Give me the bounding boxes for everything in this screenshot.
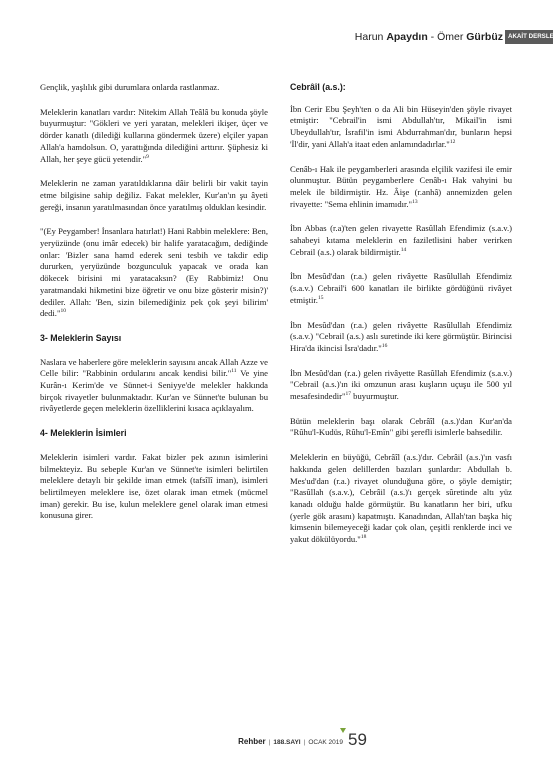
footnote-ref: 13 [412, 198, 418, 205]
footnote-ref: 17 [345, 391, 352, 398]
author-separator: - [427, 31, 438, 43]
footnote-ref: 12 [449, 138, 456, 145]
footnote-ref: 14 [400, 246, 407, 253]
paragraph: İbn Cerir Ebu Şeyh'ten o da Ali bin Hüseyin'den şöyle rivayet etmiştir: "Cebrail'in ismi Abdullah'tır, Mikail'in ismi Ubeydullah'tır, İsrafil'in ismi Abdurrahman'dır, bunların hepsi 'İl'dir, yani Allah'a itaat eden anlamındadırlar."$^{12}$ [290, 103, 512, 149]
magazine-brand: Rehber [238, 737, 266, 746]
paragraph: Bütün meleklerin başı olarak Cebrâîl (a.s.)'dan Kur'an'da "Rûhu'l-Kudüs, Rûhu'l-Emîn" gibi şerefli isimlerle bahsedilir. [290, 415, 512, 438]
footnote-ref: 9 [146, 153, 149, 160]
right-column [290, 82, 512, 559]
header-authors [355, 30, 503, 44]
paragraph: Meleklerin kanatları vardır: Nitekim Allah Teâlâ bu konuda şöyle buyurmuştur: "Gökleri ve yeri yaratan, melekleri ikişer, üçer ve dörder kanatlı (dilediği kullarına göndermek üzere) elçiler yapan Allah'a hamdolsun. O, yarattığında dilediğini arttırır. Şüphesiz ki Allah, her şeye gücü yetendir."$^9$ [40, 106, 268, 164]
section-heading: 3- Meleklerin Sayısı [40, 332, 122, 343]
footnote-ref: 18 [360, 534, 367, 541]
paragraph: Meleklerin ne zaman yaratıldıklarına dâir belirli bir vakit tayin etme bilgisine sahip değiliz. Fakat melekler, Kur'an'ın şu âyeti gereği, insanın yaratılmasından önce yaratılmış olduklan kesindir. [40, 178, 268, 212]
issue-date: OCAK 2019 [308, 739, 343, 746]
footnote-ref: 16 [381, 343, 388, 350]
section-heading: 4- Meleklerin İsimleri [40, 428, 127, 439]
paragraph: Meleklerin en büyüğü, Cebrâîl (a.s.)'dır. Cebrâil (a.s.)'ın vasfı hakkında gelen delillerden bazıları şunlardır: Abdullah b. Mes'ud'dan (r.a.) rivayet olunduğuna göre, o şöyle demiştir; "Rasûllah (s.a.v.), Cebrâil (a.s.)'ı gerçek sûretinde altı yüz kanadı olduğu halde görmüştür. Bu kanatların her biri, ufku (yerle gök arasını) kapatmıştı. Kanadından, Allah'tan başka hiç kimsenin bilemeyeceği kadar çok olan, çeşitli renklerde inci ve yakut dökülüyordu."$^{18}$ [290, 452, 512, 545]
section-badge: AKAİT DERSLERİ [505, 30, 553, 44]
paragraph: Gençlik, yaşlılık gibi durumlara onlarda rastlanmaz. [40, 82, 220, 92]
paragraph: İbn Mesûd'dan (r.a.) gelen rivâyette Rasûlullah Efendimiz (s.a.v.) Cebrail'i 600 kanatları ile birlikte gördüğünü rivâyet etmiştir.$^{15}$ [290, 271, 512, 305]
footnote-ref: 10 [60, 308, 66, 315]
author2-last-name: Gürbüz [466, 31, 503, 43]
page-number: 59 [348, 730, 367, 749]
section-heading: Cebrâîl (a.s.): [290, 82, 346, 92]
paragraph: Meleklerin isimleri vardır. Fakat bizler pek azının isimlerini bilmekteyiz. Bu sebeple Kur'an ve Sünnet'te isimleri belirtilen meleklere detaylı bir şekilde iman etmek (tafsîlî iman), isimleri belirtilmeyen meleklere ise, özet olarak iman etmek (mücmel iman) gerekir. Bu ise, kulun meleklere genel olarak iman etmesi konusuna girer. [40, 451, 268, 521]
footnote-ref: 15 [317, 294, 324, 301]
paragraph: Cenâb-ı Hak ile peygamberleri arasında elçilik vazifesi ile emir olunmuştur. Bütün peygamberlere Cenâb-ı Hak vahyini bu melek ile bildirmiştir. Hz. Âişe (r.anhâ) annemizden gelen rivayette: "Sema ehlinin imamıdır."$^{13}$ [290, 163, 512, 209]
page-marker-icon [340, 728, 346, 733]
author1-last-name: Apaydın [386, 31, 428, 43]
paragraph: İbn Abbas (r.a)'ten gelen rivayette Rasûllah Efendimiz (s.a.v.) sahabeyi kıtama meleklerin en faziletlisini haber verirken Cebrail (a.s.) olarak bildirmiştir.$^{14}$ [290, 223, 512, 257]
page-header [0, 30, 560, 44]
footer-info [238, 737, 343, 746]
paragraph: İbn Mesûd'dan (r.a.) gelen rivâyette Rasûllah Efendimiz (s.a.v.) "Cebrail (a.s.)'ın iki omzunun arası kuşların uçuşu ile 500 yıl mesafesindedir"$^{17}$ buyurmuştur. [290, 367, 512, 402]
paragraph: "(Ey Peygamber! İnsanlara hatırlat!) Hani Rabbin meleklere: Ben, yeryüzünde (onu imâr edecek) bir halife yaratacağım, dediğinde onlar: 'Bizler sana hamd ederek seni tesbih ve takdir edip dururken, yeryüzünde bozgunculuk yapacak ve orada kan dökecek birisini mi yaratacaksın? (Ey Rabbimiz! Onu yaratmandaki hikmetini bize öğretir ve onu bize gösterir misin?)' dediler. Allah: 'Ben, sizin bilemediğiniz pek çok şeyi bilirim' dedi."$^{10}$ [40, 226, 268, 319]
footnote-ref: 11 [231, 368, 237, 375]
left-column [40, 82, 268, 535]
footer-separator: | [268, 739, 271, 746]
page-footer [0, 728, 553, 752]
footer-separator: | [303, 739, 306, 746]
author2-first-name: Ömer [437, 31, 467, 43]
author1-first-name: Harun [354, 31, 387, 43]
paragraph: İbn Mesûd'dan (r.a.) gelen rivâyette Rasûlullah Efendimiz (s.a.v.) "Cebrail (a.s.) aslı suretinde iki kere görmüştür. Birincisi Hira'da ikincisi İsra'dadır."$^{16}$ [290, 319, 512, 353]
paragraph: Naslara ve haberlere göre meleklerin sayısını ancak Allah Azze ve Celle bilir: "Rabbinin ordularını ancak kendisi bilir."$^{11}$ Ve yine Kurân-ı Kerim'de ve Sünnet-i Seniyye'de melekler hakkında birçok rivayetler bulunmaktadır. Kur'an ve Sünnet'te bulunan bu rivâyetlerde geçen meleklerin özelliklerini kısaca açıklayalım. [40, 356, 268, 414]
issue-number: 188.SAYI [273, 739, 301, 746]
